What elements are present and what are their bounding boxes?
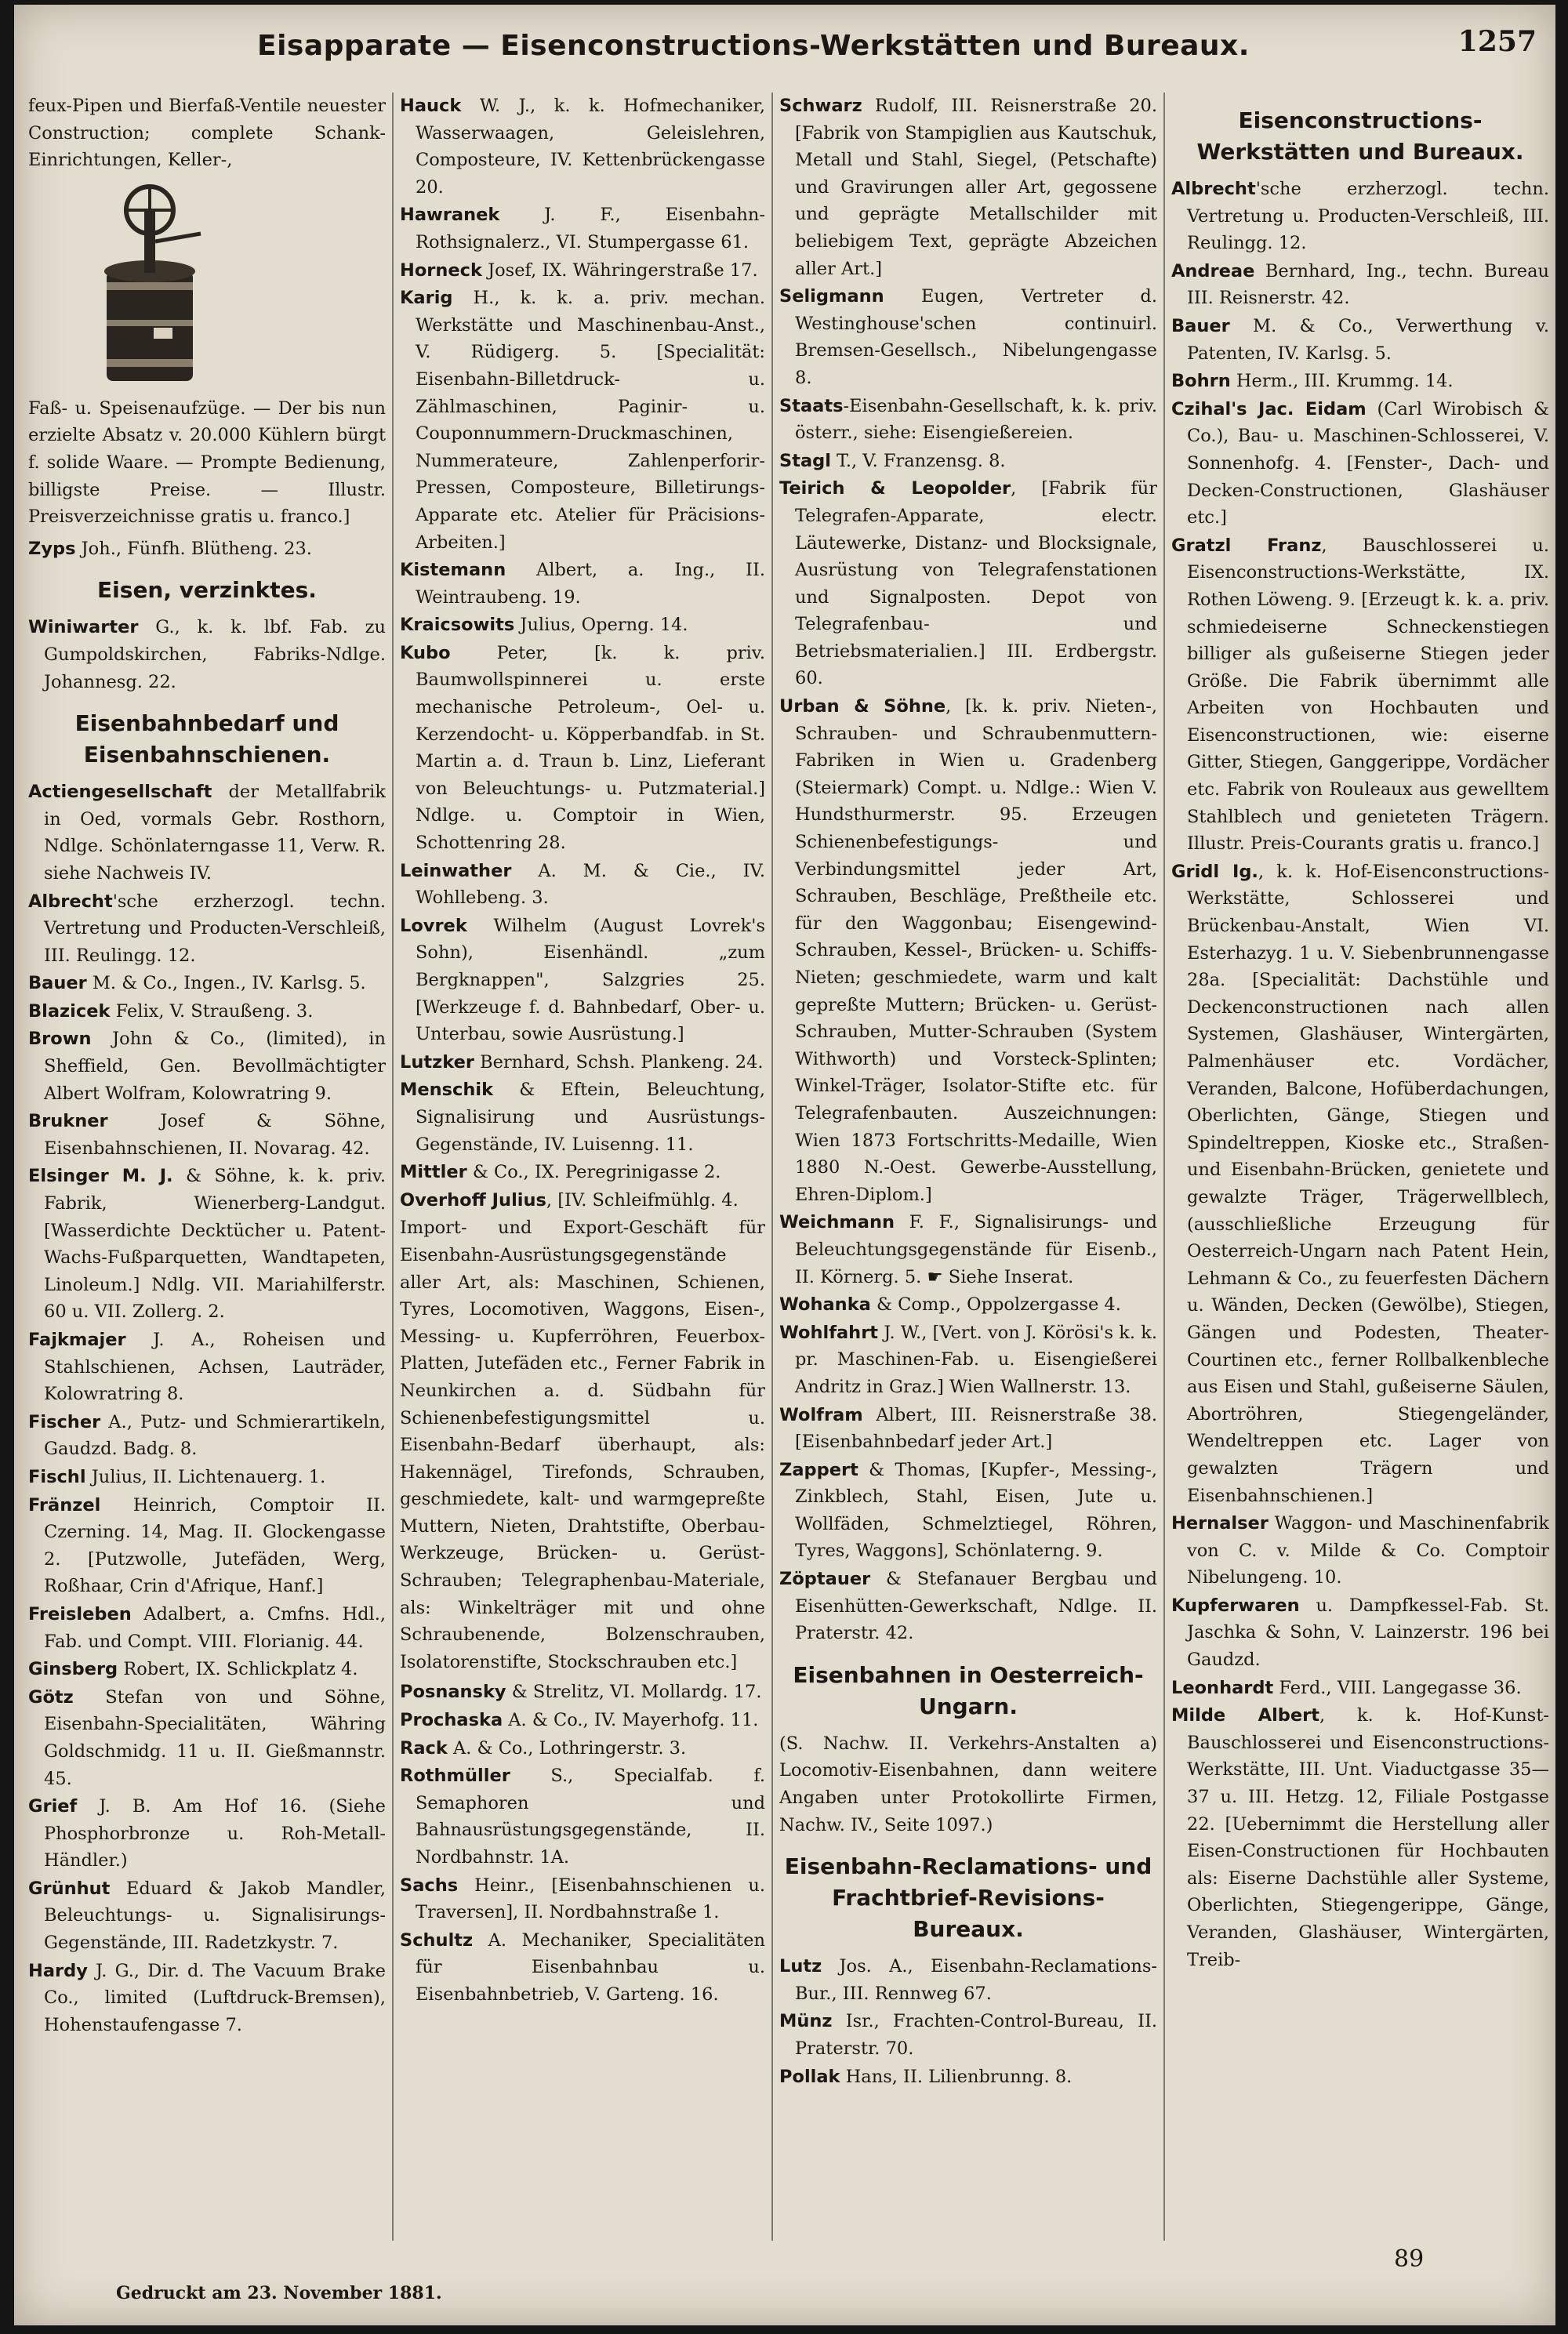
entry-name: Sachs [400, 1875, 459, 1896]
entry-list [779, 93, 1157, 1647]
entry-list [28, 535, 386, 563]
directory-entry [1171, 1675, 1549, 1702]
entry-name: Seligmann [779, 286, 884, 307]
directory-entry [28, 1163, 386, 1326]
directory-entry [779, 475, 1157, 692]
directory-entry [1171, 176, 1549, 257]
directory-entry [779, 2008, 1157, 2062]
entry-name: Wohlfahrt [779, 1322, 879, 1343]
entry-name: Hernalser [1171, 1513, 1269, 1534]
entry-details: Eduard & Jakob Mandler, Beleuchtungs- u. Signalisirungs-Gegenstände, III. Radetzkystr. 7. [44, 1878, 386, 1954]
directory-entry [28, 1958, 386, 2039]
entry-details: & Comp., Oppolzergasse 4. [870, 1294, 1121, 1316]
entry-details: Josef, IX. Währingerstraße 17. [481, 260, 758, 281]
entry-details: A. M. & Cie., IV. Wohllebeng. 3. [416, 860, 765, 909]
directory-entry [28, 1601, 386, 1655]
entry-details: Julius, Operng. 14. [514, 615, 688, 636]
directory-entry [400, 1076, 765, 1158]
entry-details: J. W., [Vert. von J. Körösi's k. k. pr. Maschinen-Fab. u. Eisengießerei Andritz in Graz.] Wien Wallnerstr. 13. [795, 1322, 1157, 1397]
directory-entry [779, 1402, 1157, 1456]
entry-details: T., V. Franzensg. 8. [830, 450, 1006, 471]
directory-entry [779, 1566, 1157, 1647]
entry-name: Andreae [1171, 260, 1255, 281]
entry-name: Bauer [28, 973, 87, 994]
running-head: Eisapparate — Eisenconstructions-Werkstätten und Bureaux. [257, 30, 1250, 62]
directory-entry [400, 858, 765, 912]
cross-reference-note: (S. Nachw. II. Verkehrs-Anstalten a) Locomotiv-Eisenbahnen, dann weitere Angaben unter Protokollirte Firmen, Nachw. IV., Seite 1097.) [779, 1733, 1157, 1835]
entry-name: Rothmüller [400, 1766, 510, 1787]
entry-details: Albert, III. Reisnerstraße 38. [Eisenbahnbedarf jeder Art.] [795, 1404, 1157, 1453]
directory-entry [400, 1159, 765, 1186]
entry-details: G., k. k. lbf. Fab. zu Gumpoldskirchen, Fabriks-Ndlge. Johannesg. 22. [44, 617, 386, 692]
directory-entry [1171, 258, 1549, 312]
directory-entry [1171, 1592, 1549, 1674]
entry-details: F. F., Signalisirungs- und Beleuchtungsgegenstände für Eisenb., II. Körnerg. 5. ☛ Siehe Inserat. [795, 1212, 1157, 1287]
entry-name: Brukner [28, 1111, 108, 1132]
entry-name: Kupferwaren [1171, 1595, 1300, 1616]
entry-details: & Thomas, [Kupfer-, Messing-, Zinkblech, Stahl, Eisen, Jute u. Wollfäden, Schmelztiegel, Röhren, Tyres, Waggons], Schönlaterng. 9. [795, 1459, 1157, 1562]
advertisement-text: Faß- u. Speisenaufzüge. — Der bis nun erzielte Absatz v. 20.000 Kühlern bürgt f. solide Waare. — Prompte Bedienung, billigste Preise. — Illustr. Preisverzeichnisse gratis u. franco.] [28, 397, 386, 528]
entry-name: Fischl [28, 1466, 86, 1487]
section-heading: Eisenconstructions-Werkstätten und Bureaux. [1196, 107, 1524, 165]
entry-details: Eugen, Vertreter d. Westinghouse'schen continuirl. Bremsen-Gesellsch., Nibelungengasse 8. [795, 286, 1157, 388]
entry-details: Josef & Söhne, Eisenbahnschienen, II. Novarag. 42. [44, 1111, 386, 1159]
directory-entry [779, 93, 1157, 282]
entry-name: Kraicsowits [400, 615, 515, 636]
entry-name: Zappert [779, 1459, 858, 1480]
entry-details: M. & Co., Ingen., IV. Karlsg. 5. [86, 973, 366, 994]
directory-entry [400, 1872, 765, 1926]
directory-entry [400, 93, 765, 201]
page-number: 1257 [1457, 25, 1537, 58]
entry-list [28, 779, 386, 2038]
entry-name: Leinwather [400, 860, 512, 881]
entry-name: Kistemann [400, 560, 506, 581]
entry-details: J. F., Eisenbahn-Rothsignalerz., VI. Stumpergasse 61. [416, 205, 765, 252]
entry-details: & Söhne, k. k. priv. Fabrik, Wienerberg-Landgut. [Wasserdichte Decktücher u. Patent-Wachs-Fußparquetten, Wandtapeten, Linoleum.] Ndlg. VII. Mariahilferstr. 60 u. VII. Zollerg. 2. [44, 1166, 386, 1323]
entry-details: 'sche erzherzogl. techn. Vertretung und Producten-Verschleiß, III. Reulingg. 12. [44, 891, 386, 966]
column-1 [28, 93, 386, 2241]
entry-details: H., k. k. a. priv. mechan. Werkstätte und Maschinenbau-Anst., V. Rüdigerg. 5. [Specialität: Eisenbahn-Billetdruck- u. Zählmaschinen, Paginir- u. Couponnummern-Druckmaschinen, Nummerateure, Zahlenperforir-Pressen, Composteure, Billetirungs-Apparate etc. Atelier für Präcisions-Arbeiten.] [416, 288, 765, 553]
entry-name: Stagl [779, 450, 831, 471]
entry-name: Blazicek [28, 1000, 111, 1022]
column-rule [392, 93, 394, 2241]
entry-name: Weichmann [779, 1212, 895, 1233]
entry-name: Ginsberg [28, 1659, 118, 1680]
directory-entry [28, 614, 386, 695]
entry-details: Wilhelm (August Lovrek's Sohn), Eisenhändl. „zum Bergknappen", Salzgries 25. [Werkzeuge f. d. Bahnbedarf, Ober- u. Unterbau, sowie Ausrüstung.] [416, 915, 765, 1045]
directory-entry [28, 1327, 386, 1408]
entry-name: Hauck [400, 96, 462, 116]
column-4 [1171, 93, 1549, 2241]
directory-entry [400, 1707, 765, 1734]
entry-name: Elsinger M. J. [28, 1166, 173, 1187]
column-rule [1163, 93, 1165, 2241]
entry-name: Fajkmajer [28, 1330, 126, 1350]
entry-name: Freisleben [28, 1603, 132, 1624]
entry-details: der Metallfabrik in Oed, vormals Gebr. Rosthorn, Ndlge. Schönlaterngasse 11, Verw. R. siehe Nachweis IV. [44, 782, 386, 884]
directory-entry [400, 557, 765, 611]
entry-name: Posnansky [400, 1682, 506, 1703]
entry-name: Overhoff Julius [400, 1189, 546, 1211]
entry-name: Schwarz [779, 96, 862, 116]
entry-list [400, 1679, 765, 2008]
entry-list [779, 1953, 1157, 2090]
entry-details: A. Mechaniker, Specialitäten für Eisenbahnbau u. Eisenbahnbetrieb, V. Garteng. 16. [416, 1929, 765, 2005]
entry-details: A., Putz- und Schmierartikeln, Gaudzd. Badg. 8. [44, 1411, 386, 1460]
entry-details: Heinrich, Comptoir II. Czerning. 14, Mag. II. Glockengasse 2. [Putzwolle, Jutefäden, Werg, Roßhaar, Crin d'Afrique, Hanf.] [44, 1494, 386, 1597]
entry-details: Felix, V. Straußeng. 3. [110, 1000, 314, 1022]
entry-name: Schultz [400, 1929, 474, 1951]
entry-name: Prochaska [400, 1710, 503, 1731]
directory-entry [28, 1464, 386, 1491]
directory-entry [400, 913, 765, 1048]
entry-list [400, 93, 765, 1214]
entry-name: Leonhardt [1171, 1677, 1274, 1698]
directory-entry [779, 1291, 1157, 1319]
directory-entry [28, 1025, 386, 1107]
entry-details: J. A., Roheisen und Stahlschienen, Achsen, Lauträder, Kolowratring 8. [44, 1330, 386, 1405]
directory-entry [1171, 368, 1549, 395]
directory-entry [779, 283, 1157, 391]
directory-entry [28, 1684, 386, 1792]
entry-name: Brown [28, 1029, 92, 1050]
entry-details: (Carl Wirobisch & Co.), Bau- u. Maschinen-Schlosserei, V. Sonnenhofg. 4. [Fenster-, Dach- und Decken-Constructionen, Glashäuser etc.] [1187, 398, 1549, 528]
directory-entry [400, 285, 765, 556]
entry-name: Gridl Ig. [1171, 861, 1258, 882]
directory-entry [1171, 313, 1549, 367]
entry-name: Wohanka [779, 1294, 871, 1316]
entry-details: Stefan von und Söhne, Eisenbahn-Specialitäten, Währing Goldschmidg. 11 u. II. Gießmannstr. 45. [44, 1686, 386, 1789]
entry-name: Bohrn [1171, 371, 1231, 392]
directory-entry [779, 1457, 1157, 1565]
directory-entry [400, 612, 765, 639]
column-2 [400, 93, 765, 2241]
directory-entry [779, 693, 1157, 1208]
entry-details: , k. k. Hof-Kunst-Bauschlosserei und Eisenconstructions-Werkstätte, III. Unt. Viaductgasse 35—37 u. III. Hetzg. 12, Filiale Postgasse 22. [Uebernimmt die Herstellung aller Eisen-Constructionen für Hochbauten als: Eiserne Dachstühle aller Systeme, Oberlichten, Stiegengerippe, Gänge, Veranden, Glashäuser, Wintergärten, Treib- [1187, 1705, 1549, 1970]
entry-name: Kubo [400, 642, 451, 663]
entry-name: Staats [779, 395, 844, 416]
directory-entry [1171, 532, 1549, 858]
directory-entry [28, 998, 386, 1025]
entry-details: Ferd., VIII. Langegasse 36. [1273, 1677, 1522, 1698]
page-header [14, 14, 1555, 69]
directory-entry [28, 970, 386, 997]
entry-name: Czihal's Jac. Eidam [1171, 398, 1367, 419]
directory-entry [28, 1875, 386, 1957]
entry-details: & Eftein, Beleuchtung, Signalisirung und Ausrüstungs-Gegenstände, IV. Luisenng. 11. [416, 1080, 765, 1155]
entry-details: Julius, II. Lichtenauerg. 1. [85, 1466, 326, 1487]
column-3 [779, 93, 1157, 2241]
entry-name: Lutz [779, 1956, 822, 1977]
entry-name: Hawranek [400, 205, 500, 226]
ice-machine-illustration-icon [75, 179, 224, 390]
entry-name: Menschik [400, 1080, 494, 1101]
entry-details: Waggon- und Maschinenfabrik von C. v. Milde & Co. Comptoir Nibelungeng. 10. [1187, 1513, 1549, 1588]
directory-entry [400, 1735, 765, 1762]
directory-entry [400, 257, 765, 285]
directory-entry [779, 2064, 1157, 2091]
section-heading: Eisenbahnbedarf und Eisenbahnschienen. [74, 710, 339, 768]
entry-details: J. G., Dir. d. The Vacuum Brake Co., limited (Luftdruck-Bremsen), Hohenstaufengasse 7. [44, 1960, 386, 2035]
directory-entry [779, 1319, 1157, 1401]
entry-details: Albert, a. Ing., II. Weintraubeng. 19. [416, 560, 765, 608]
entry-details: , k. k. Hof-Eisenconstructions-Werkstätte, Schlosserei und Brückenbau-Anstalt, Wien VI. Esterhazyg. 1 u. V. Siebenbrunnengasse 28a. [Specialität: Dachstühle und Deckenconstructionen nach allen Systemen, Glashäuser, Wintergärten, Palmenhäuser etc. Vordächer, Veranden, Balcone, Hofüberdachungen, Oberlichten, Gänge, Stiegen und Spindeltreppen, Kioske etc., Straßen- und Eisenbahn-Brücken, genietete und gewalzte Träger, Trägerwellblech, (ausschließliche Erzeugung für Oesterreich-Ungarn nach Patent Hein, Lehmann & Co., zu feuerfesten Dächern u. Wänden, Decken (Gewölbe), Stiegen, Gängen und Podesten, Theater-Courtinen etc., ferner Rollbalkenbleche aus Eisen und Stahl, gußeiserne Säulen, Abortröhren, Stiegengeländer, Wendeltreppen etc. Lager von gewalzten Trägern und Eisenbahnschienen.] [1187, 861, 1549, 1506]
entry-details: A. & Co., IV. Mayerhofg. 11. [503, 1710, 759, 1731]
entry-name: Zöptauer [779, 1569, 871, 1590]
entry-details: Herm., III. Krummg. 14. [1230, 371, 1454, 392]
entry-name: Lutzker [400, 1051, 474, 1073]
entry-details: & Co., IX. Peregrinigasse 2. [466, 1162, 721, 1183]
directory-entry [779, 1209, 1157, 1290]
directory-entry [400, 1679, 765, 1706]
entry-name: Grief [28, 1796, 78, 1817]
entry-name: Rack [400, 1737, 448, 1759]
entry-name: Bauer [1171, 315, 1230, 336]
section-heading: Eisenbahn-Reclamations- und Frachtbrief-Revisions-Bureaux. [784, 1853, 1152, 1943]
entry-name: Actiengesellschaft [28, 782, 212, 803]
directory-entry [1171, 1702, 1549, 1973]
entry-name: Zyps [28, 538, 76, 559]
entry-name: Mittler [400, 1162, 467, 1183]
section-heading: Eisenbahnen in Oesterreich-Ungarn. [793, 1661, 1144, 1719]
directory-entry [28, 1492, 386, 1600]
entry-details: J. B. Am Hof 16. (Siehe Phosphorbronze u. Roh-Metall-Händler.) [44, 1796, 386, 1871]
import-export-notice: Import- und Export-Geschäft für Eisenbahn-Ausrüstungsgegenstände aller Art, als: Maschinen, Schienen, Tyres, Locomotiven, Waggons, Eisen-, Messing- u. Kupferröhren, Feuerbox-Platten, Jutefäden etc., Ferner Fabrik in Neunkirchen a. d. Südbahn für Schienenbefestigungsmittel u. Eisenbahn-Bedarf überhaupt, als: Hakennägel, Tirefonds, Schrauben, geschmiedete, kalt- und warmgepreßte Muttern, Nieten, Drahtstifte, Oberbau-Werkzeuge, Brücken- u. Gerüst-Schrauben; Telegraphenbau-Materiale, als: Winkelträger mit und ohne Schraubenende, Bolzenschrauben, Isolatorenstifte, Stockschrauben etc.] [400, 1218, 765, 1672]
entry-name: Hardy [28, 1960, 88, 1981]
entry-name: Fränzel [28, 1494, 101, 1515]
entry-details: , [IV. Schleifmühlg. 4. [546, 1189, 739, 1211]
directory-entry [28, 1793, 386, 1875]
directory-entry [400, 1049, 765, 1076]
directory-entry [400, 640, 765, 857]
entry-list [1171, 176, 1549, 1973]
directory-entry [400, 1187, 765, 1214]
entry-details: , [k. k. priv. Nieten-, Schrauben- und Schraubenmuttern-Fabriken in Wien u. Gradenberg (Steiermark) Compt. u. Ndlge.: Wien V. Hundsthurmerstr. 95. Erzeugen Schienenbefestigungs- und Verbindungsmittel jeder Art, Schrauben, Beschläge, Preßtheile etc. für den Waggonbau; Eisengewind-Schrauben, Kessel-, Brücken- u. Schiffs-Nieten; geschmiedete, warm und kalt gepreßte Muttern; Brücken- u. Gerüst-Schrauben, Mutter-Schrauben (System Withworth) und Vorsteck-Splinten; Winkel-Träger, Isolator-Stifte etc. für Telegrafenbauten. Auszeichnungen: Wien 1873 Fortschritts-Medaille, Wien 1880 N.-Oest. Gewerbe-Ausstellung, Ehren-Diplom.] [795, 696, 1157, 1205]
entry-details: A. & Co., Lothringerstr. 3. [447, 1737, 687, 1759]
entry-details: Rudolf, III. Reisnerstraße 20. [Fabrik von Stampiglien aus Kautschuk, Metall und Stahl, Siegel, (Petschafte) und Gravirungen aller Art, gegossene und geprägte Metallschilder mit beliebigem Text, geprägte Abzeichen aller Art.] [795, 96, 1157, 279]
directory-entry [400, 1927, 765, 2009]
entry-name: Urban & Söhne [779, 696, 946, 717]
entry-details: M. & Co., Verwerthung v. Patenten, IV. Karlsg. 5. [1187, 315, 1549, 364]
entry-details: 'sche erzherzogl. techn. Vertretung u. Producten-Verschleiß, III. Reulingg. 12. [1187, 179, 1549, 254]
entry-name: Götz [28, 1686, 74, 1708]
print-date: Gedruckt am 23. November 1881. [116, 2283, 442, 2303]
entry-details: Adalbert, a. Cmfns. Hdl., Fab. und Compt. VIII. Florianig. 44. [44, 1603, 386, 1652]
entry-name: Milde Albert [1171, 1705, 1320, 1726]
entry-name: Winiwarter [28, 617, 139, 638]
entry-details: Bernhard, Schsh. Plankeng. 24. [474, 1051, 764, 1073]
directory-entry [400, 1762, 765, 1871]
entry-details: Joh., Fünfh. Blütheng. 23. [75, 538, 312, 559]
directory-entry [1171, 1510, 1549, 1592]
entry-name: Lovrek [400, 915, 467, 936]
entry-details: u. Dampfkessel-Fab. St. Jaschka & Sohn, V. Lainzerstr. 196 bei Gaudzd. [1187, 1595, 1549, 1671]
entry-name: Pollak [779, 2066, 840, 2087]
entry-name: Albrecht [28, 891, 113, 912]
directory-entry [779, 393, 1157, 447]
entry-name: Horneck [400, 260, 482, 281]
entry-details: Robert, IX. Schlickplatz 4. [118, 1659, 358, 1680]
advertisement-text: feux-Pipen und Bierfaß-Ventile neuester Construction; complete Schank-Einrichtungen, Keller-, [28, 96, 386, 171]
entry-name: Wolfram [779, 1404, 863, 1425]
directory-entry [1171, 396, 1549, 532]
entry-details: John & Co., (limited), in Sheffield, Gen. Bevollmächtigter Albert Wolfram, Kolowratring 9. [44, 1029, 386, 1104]
entry-details: -Eisenbahn-Gesellschaft, k. k. priv. österr., siehe: Eisengießereien. [795, 395, 1157, 444]
directory-entry [28, 535, 386, 563]
entry-details: W. J., k. k. Hofmechaniker, Wasserwaagen, Geleislehren, Composteure, IV. Kettenbrückengasse 20. [416, 96, 765, 198]
entry-name: Fischer [28, 1411, 101, 1432]
column-rule [771, 93, 773, 2241]
entry-details: & Stefanauer Bergbau und Eisenhütten-Gewerkschaft, Ndlge. II. Praterstr. 42. [795, 1569, 1157, 1644]
entry-details: Bernhard, Ing., techn. Bureau III. Reisnerstr. 42. [1187, 260, 1549, 309]
entry-details: , Bauschlosserei u. Eisenconstructions-Werkstätte, IX. Rothen Löweng. 9. [Erzeugt k. k. a. priv. schmiedeiserne Schneckenstiegen billiger als gußeiserne Stiegen jeder Größe. Die Fabrik übernimmt alle Arbeiten von Hochbauten und Eisenconstructionen, wie: eiserne Gitter, Stiegen, Ganggerippe, Vordächer etc. Fabrik von Rouleaux aus gewelltem Stahlblech und genieteten Trägern. Illustr. Preis-Courants gratis u. franco.] [1187, 535, 1549, 855]
entry-details: & Strelitz, VI. Mollardg. 17. [506, 1682, 762, 1703]
entry-details: Hans, II. Lilienbrunng. 8. [840, 2066, 1073, 2087]
entry-details: S., Specialfab. f. Semaphoren und Bahnausrüstungsgegenstände, II. Nordbahnstr. 1A. [416, 1766, 765, 1868]
directory-entry [28, 1409, 386, 1463]
entry-details: Isr., Frachten-Control-Bureau, II. Praterstr. 70. [795, 2011, 1157, 2059]
directory-entry [779, 448, 1157, 475]
directory-entry [779, 1953, 1157, 2007]
entry-name: Gratzl Franz [1171, 535, 1322, 556]
directory-entry [28, 1108, 386, 1162]
directory-entry [28, 1656, 386, 1683]
entry-details: Jos. A., Eisenbahn-Reclamations-Bur., III. Rennweg 67. [795, 1956, 1157, 2004]
entry-details: Heinr., [Eisenbahnschienen u. Traversen], II. Nordbahnstraße 1. [416, 1875, 765, 1923]
directory-entry [400, 201, 765, 256]
entry-name: Grünhut [28, 1878, 111, 1899]
directory-entry [28, 888, 386, 970]
directory-entry [28, 779, 386, 887]
directory-page [14, 5, 1555, 2325]
directory-entry [1171, 858, 1549, 1509]
section-heading: Eisen, verzinktes. [97, 577, 317, 604]
entry-name: Teirich & Leopolder [779, 478, 1011, 499]
signature-number: 89 [1394, 2245, 1425, 2273]
entry-name: Münz [779, 2011, 833, 2032]
entry-list [28, 614, 386, 695]
entry-details: , [Fabrik für Telegrafen-Apparate, electr. Läutewerke, Distanz- und Blocksignale, Ausrüstung von Telegrafenstationen und Signalposten. Depot von Telegrafenbau- und Betriebsmaterialien.] III. Erdbergstr. 60. [795, 478, 1157, 689]
entry-name: Albrecht [1171, 179, 1256, 199]
entry-name: Karig [400, 288, 453, 309]
entry-details: Peter, [k. k. priv. Baumwollspinnerei u. erste mechanische Petroleum-, Oel- u. Kerzendocht- u. Köpperbandfab. in St. Martin a. d. Traun b. Linz, Lieferant von Beleuchtungs- u. Putzmaterial.] Ndlge. u. Comptoir in Wien, Schottenring 28. [416, 642, 765, 854]
